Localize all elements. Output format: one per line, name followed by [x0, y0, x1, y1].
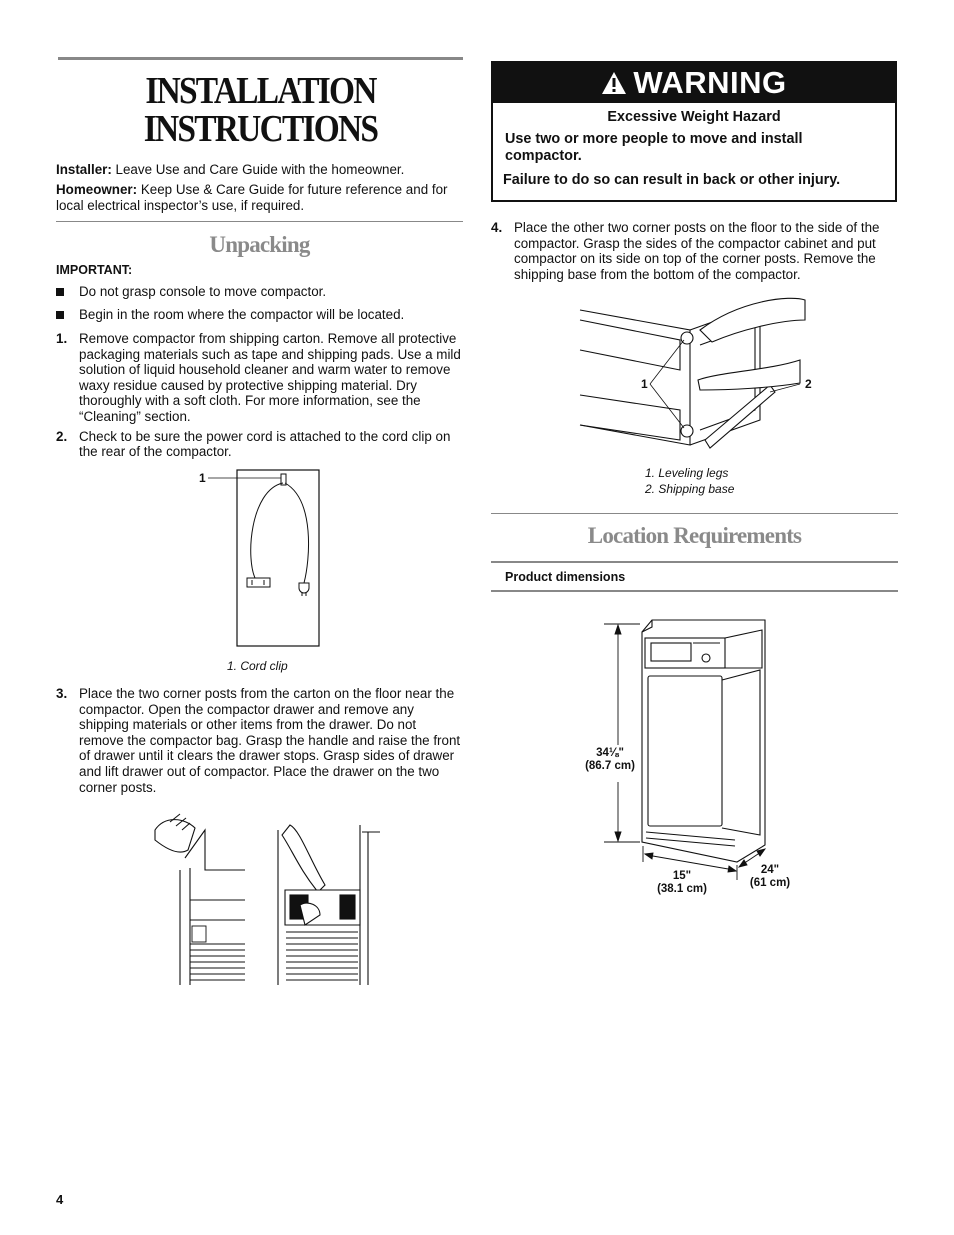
cord-caption: 1. Cord clip [227, 659, 288, 673]
step-1: 1. Remove compactor from shipping carton. Remove all protective packaging materials such as tape and shipping pads. Use a mild solution of liquid household cleaner and warm water to remove waxy residue caused by protective shipping material. Dry thoroughly with a soft cloth. For more information, see the “Cleaning” section. [56, 331, 461, 424]
step-4: 4. Place the other two corner posts on the floor to the side of the compactor. Grasp the sides of the compactor cabinet and put compactor on its side on top of the corner posts. Remove the shipping base from the bottom of the compactor. [491, 220, 880, 282]
warning-line-2: Failure to do so can result in back or other injury. [503, 172, 841, 188]
bullet-item: Do not grasp console to move compactor. [56, 284, 464, 300]
installer-note: Installer: Leave Use and Care Guide with the homeowner. [56, 162, 405, 177]
callout-2: 2 [805, 377, 812, 391]
important-label: IMPORTANT: [56, 263, 133, 277]
step-3: 3. Place the two corner posts from the carton on the floor near the compactor. Open the compactor drawer and remove any shipping materials or other items from the drawer. Do not remove the compactor bag. Grasp the handle and raise the front of drawer until it clears the drawer stops. Grasp sides of drawer and lift drawer out of compactor. Place the drawer on the two corner posts. [56, 686, 461, 795]
warning-hazard: Excessive Weight Hazard [607, 109, 781, 125]
height-dimension: 34⅛" (86.7 cm) [585, 747, 635, 772]
page-title: INSTALLATION INSTRUCTIONS [143, 70, 378, 150]
cord-callout: 1 [199, 471, 206, 485]
callout-1: 1 [641, 377, 648, 391]
page-number: 4 [56, 1192, 64, 1207]
step-2: 2. Check to be sure the power cord is attached to the cord clip on the rear of the compactor. [56, 428, 451, 460]
homeowner-note: Homeowner: Keep Use & Care Guide for future reference and for local electrical inspector’s use, if required. [56, 182, 448, 213]
warning-header: WARNING [493, 63, 895, 103]
product-dimensions-label: Product dimensions [505, 570, 626, 584]
warning-line-1: Use two or more people to move and install compactor. [505, 131, 803, 164]
width-dimension: 15" (38.1 cm) [657, 870, 707, 895]
unpacking-heading: Unpacking [209, 232, 310, 257]
location-heading: Location Requirements [587, 523, 802, 548]
bullet-item: Begin in the room where the compactor will be located. [56, 307, 464, 323]
shipping-base-caption: 2. Shipping base [645, 482, 735, 496]
leveling-legs-caption: 1. Leveling legs [645, 466, 729, 480]
depth-dimension: 24" (61 cm) [749, 864, 791, 889]
